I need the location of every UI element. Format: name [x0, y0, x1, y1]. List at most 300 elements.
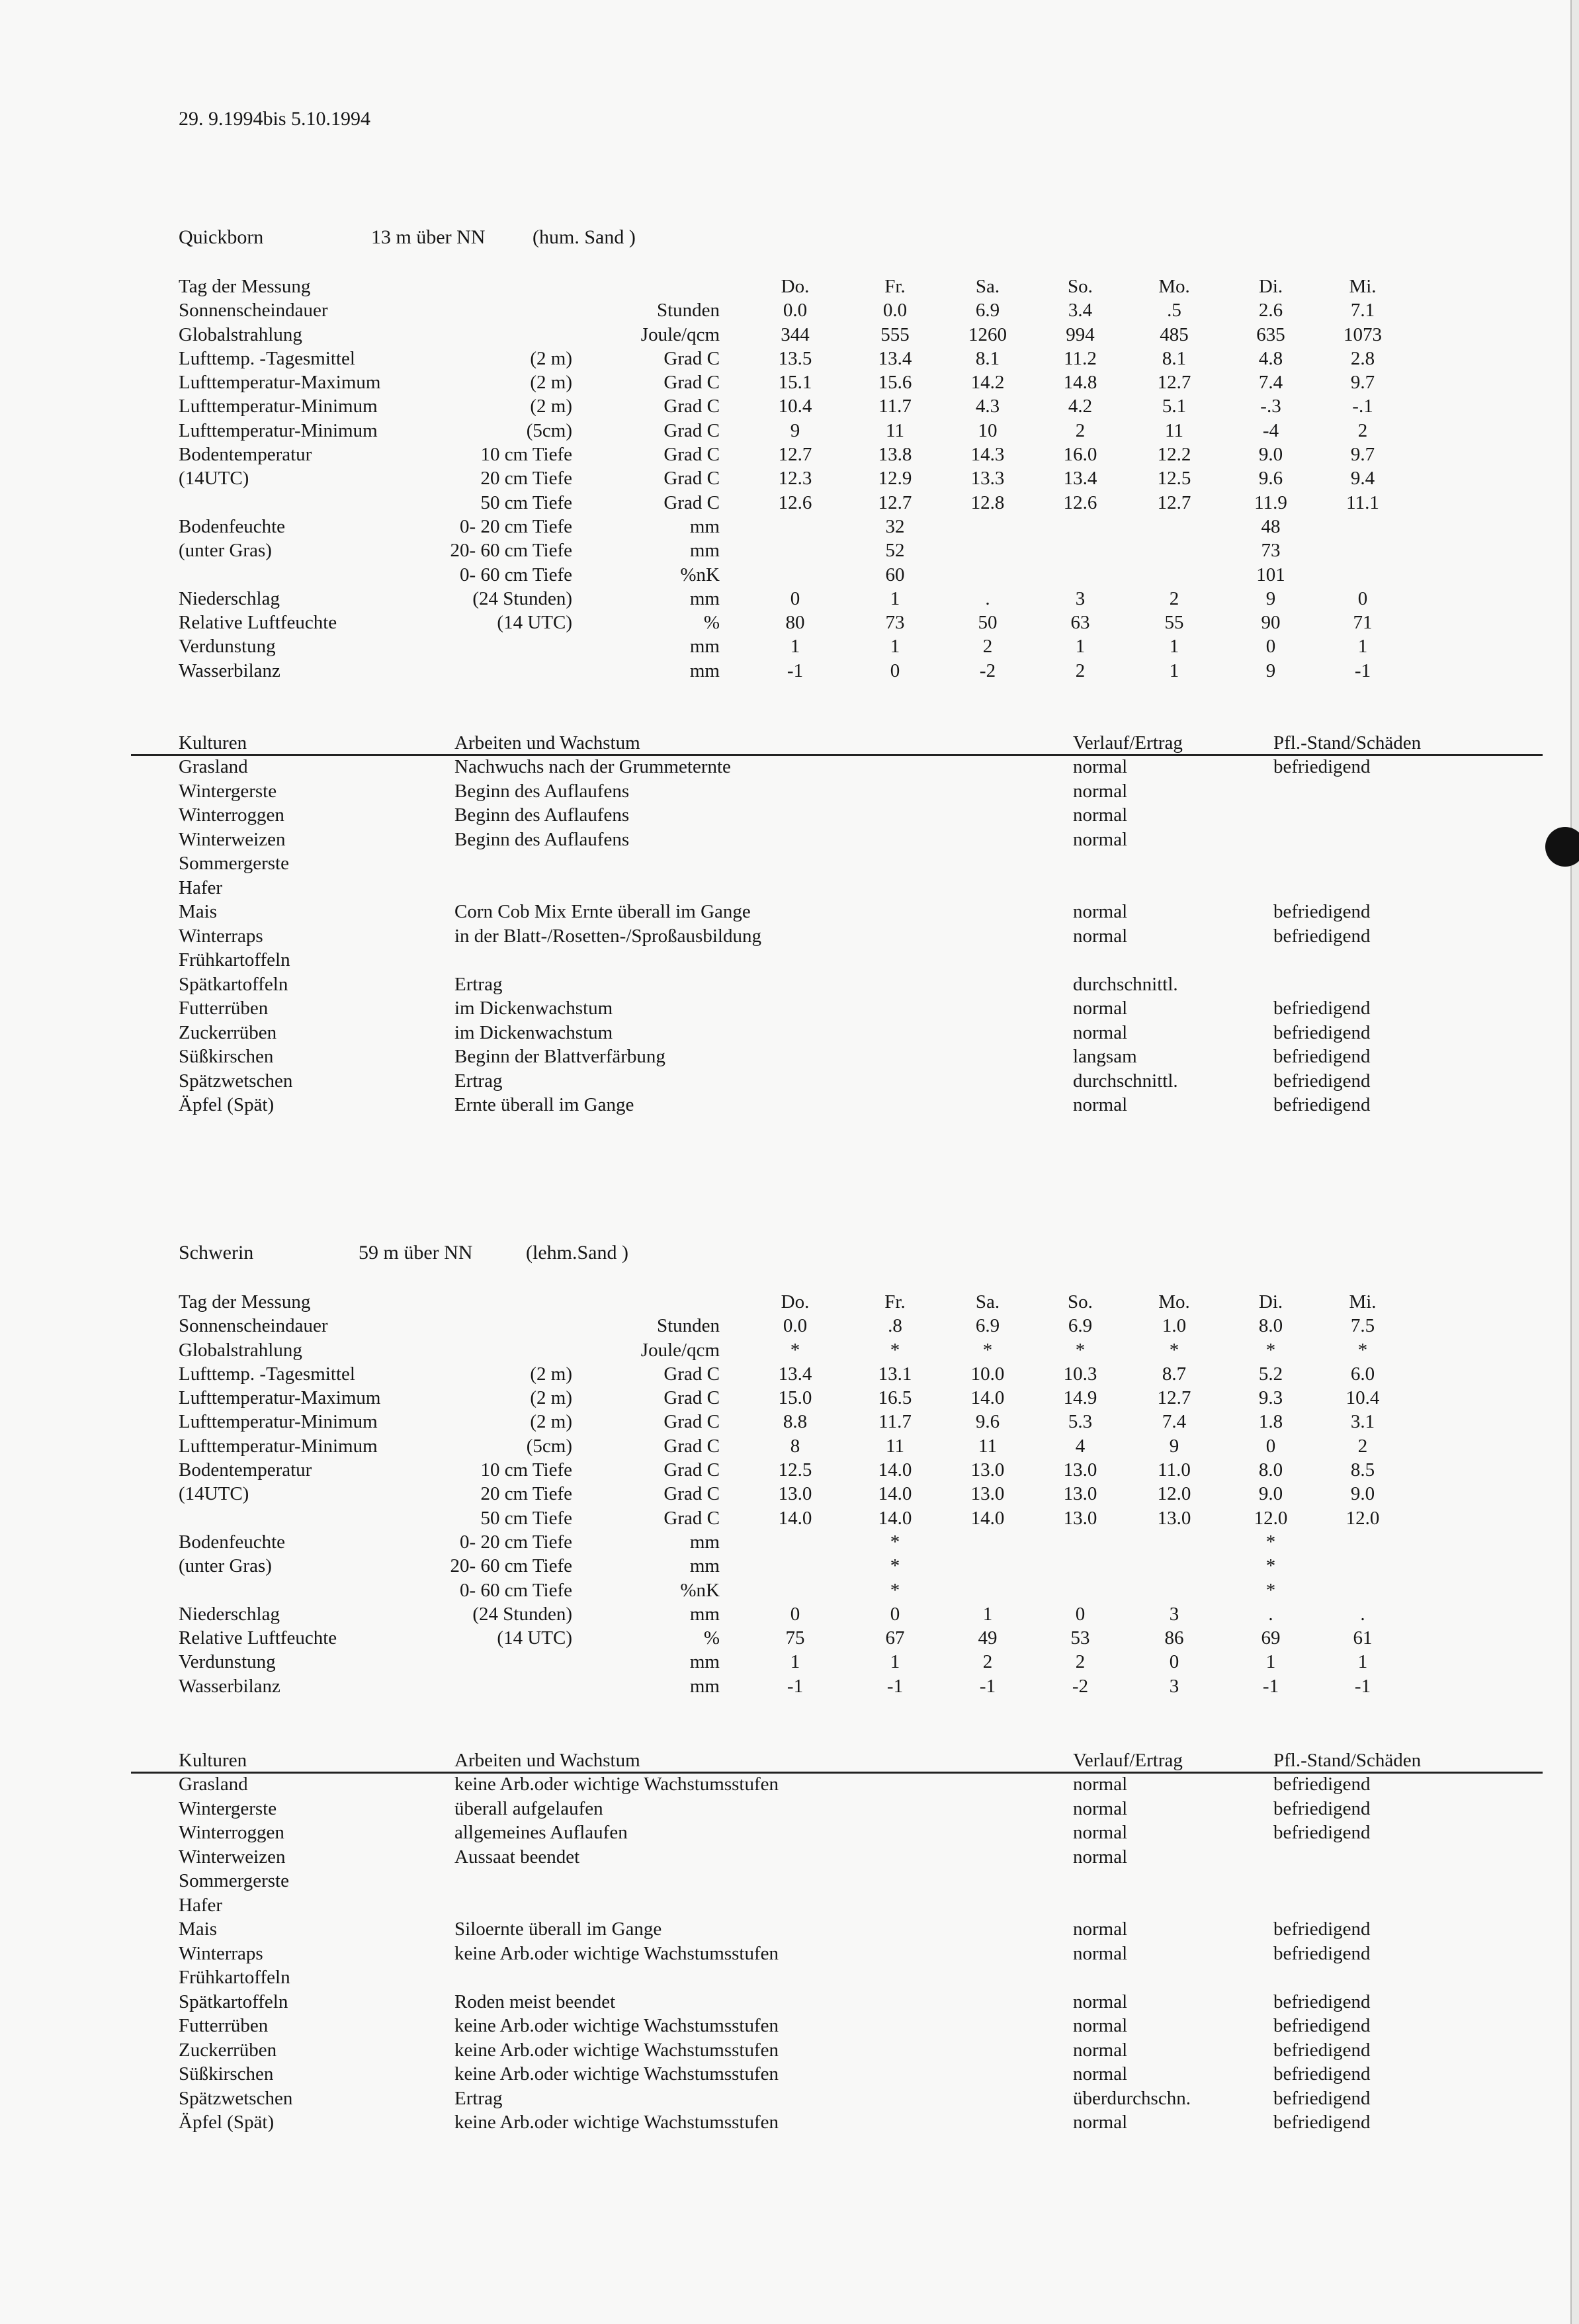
day-value: 0: [1075, 1603, 1086, 1625]
crop-row: [0, 1942, 1570, 1966]
day-value: 2: [1075, 660, 1086, 681]
day-value: 11.7: [878, 1411, 912, 1433]
day-value: 2: [1075, 1651, 1086, 1673]
crop-course: normal: [1073, 828, 1128, 850]
day-value: 9.7: [1350, 444, 1375, 466]
day-value: 10.3: [1063, 1363, 1097, 1385]
day-value: 9: [790, 419, 800, 441]
measurement-row: [0, 1674, 1570, 1698]
crop-course: normal: [1073, 804, 1128, 826]
crop-course: normal: [1073, 2015, 1128, 2036]
crop-state: befriedigend: [1273, 2063, 1371, 2085]
day-value: 5.3: [1068, 1411, 1093, 1433]
day-value: 9.6: [1258, 468, 1283, 490]
day-value: 13.4: [778, 1363, 812, 1385]
day-value: 7.4: [1162, 1411, 1187, 1433]
measurement-row: [0, 634, 1570, 658]
crop-name: Spätkartoffeln: [179, 1991, 288, 2012]
crop-state: befriedigend: [1273, 1046, 1371, 1067]
crop-name: Wintergerste: [179, 780, 277, 802]
day-value: 0: [1357, 587, 1368, 609]
day-value: 11: [886, 419, 904, 441]
measurement-label: Globalstrahlung: [179, 1339, 302, 1361]
weather-table-quickborn: [0, 275, 1570, 683]
weather-table-schwerin: [0, 1290, 1570, 1698]
measurement-label: (14UTC): [179, 1483, 249, 1505]
column-header-work: Arbeiten und Wachstum: [454, 1750, 640, 1771]
day-value: 8.0: [1258, 1459, 1283, 1481]
day-value: 1: [790, 636, 800, 658]
date-range: 29. 9.1994bis 5.10.1994: [179, 108, 371, 130]
crop-name: Mais: [179, 901, 217, 922]
measurement-row: [0, 466, 1570, 490]
measurement-height: (2 m): [530, 347, 572, 369]
crop-name: Grasland: [179, 756, 248, 777]
measurement-row: [0, 1626, 1570, 1650]
day-value: 1: [1265, 1651, 1276, 1673]
crop-row: [0, 1045, 1570, 1069]
measurement-row: [0, 1314, 1570, 1338]
crop-name: Winterweizen: [179, 1846, 286, 1868]
measurement-row: [0, 347, 1570, 370]
station-elevation: 59 m über NN: [359, 1242, 473, 1264]
crop-work: keine Arb.oder wichtige Wachstumsstufen: [454, 2063, 779, 2085]
crop-state: befriedigend: [1273, 2112, 1371, 2133]
day-value: 14.9: [1063, 1387, 1097, 1409]
measurement-label: Lufttemp. -Tagesmittel: [179, 1363, 355, 1385]
crop-state: befriedigend: [1273, 901, 1371, 922]
day-value: 12.5: [1157, 468, 1191, 490]
measurement-unit: mm: [689, 1675, 720, 1697]
day-value: 13.5: [778, 347, 812, 369]
day-value: 32: [885, 515, 905, 537]
measurement-row: [0, 1602, 1570, 1626]
crop-course: normal: [1073, 998, 1128, 1019]
day-value: .: [1268, 1603, 1273, 1625]
day-value: 9.0: [1258, 444, 1283, 466]
crop-work: im Dickenwachstum: [454, 1021, 613, 1043]
crop-name: Hafer: [179, 1894, 223, 1916]
crop-course: normal: [1073, 2112, 1128, 2133]
crop-work: Roden meist beendet: [454, 1991, 616, 2012]
weekday-label: Fr.: [884, 1291, 906, 1313]
day-value: 13.4: [878, 347, 912, 369]
day-value: 8: [790, 1435, 800, 1457]
weekday-label: Mo.: [1158, 1291, 1190, 1313]
measurement-unit: %nK: [680, 564, 720, 585]
crop-name: Futterrüben: [179, 2015, 269, 2036]
measurement-row: [0, 419, 1570, 443]
measurement-height: 50 cm Tiefe: [480, 492, 572, 513]
day-value: 1.8: [1258, 1411, 1283, 1433]
day-value: 2: [1169, 587, 1179, 609]
crop-state: befriedigend: [1273, 1822, 1371, 1843]
measurement-label: Tag der Messung: [179, 1291, 311, 1313]
station-soil: (lehm.Sand ): [526, 1242, 628, 1264]
crop-name: Äpfel (Spät): [179, 2112, 275, 2133]
day-value: 12.7: [1157, 492, 1191, 513]
day-value: *: [1265, 1555, 1276, 1577]
day-value: 12.2: [1157, 444, 1191, 466]
day-value: 12.6: [1063, 492, 1097, 513]
weekday-header-row: [0, 1290, 1570, 1314]
station-name: Quickborn: [179, 226, 264, 248]
day-value: -1: [1262, 1675, 1279, 1697]
measurement-height: 20 cm Tiefe: [480, 1483, 572, 1505]
day-value: 7.1: [1350, 300, 1375, 322]
day-value: -1: [1354, 660, 1371, 681]
day-value: 12.7: [1157, 1387, 1191, 1409]
day-value: 1.0: [1162, 1315, 1187, 1337]
day-value: 14.0: [878, 1459, 912, 1481]
measurement-height: (5cm): [526, 1435, 572, 1457]
day-value: *: [982, 1339, 993, 1361]
measurement-label: Lufttemperatur-Minimum: [179, 419, 378, 441]
crop-work: Nachwuchs nach der Grummeternte: [454, 756, 731, 777]
measurement-label: Lufttemperatur-Maximum: [179, 372, 381, 394]
crop-row: [0, 2038, 1570, 2063]
measurement-unit: mm: [689, 1555, 720, 1577]
day-value: -1: [886, 1675, 904, 1697]
measurement-height: 0- 20 cm Tiefe: [460, 1531, 572, 1553]
day-value: *: [790, 1339, 800, 1361]
day-value: *: [890, 1579, 900, 1601]
day-value: 11.7: [878, 396, 912, 417]
crop-row: [0, 1917, 1570, 1942]
measurement-row: [0, 1458, 1570, 1482]
day-value: 994: [1066, 323, 1095, 345]
day-value: 13.0: [1063, 1507, 1097, 1529]
day-value: 344: [781, 323, 810, 345]
day-value: .5: [1167, 300, 1181, 322]
crop-course: normal: [1073, 925, 1128, 947]
crop-name: Wintergerste: [179, 1797, 277, 1819]
measurement-row: [0, 1434, 1570, 1458]
day-value: 11: [978, 1435, 997, 1457]
day-value: *: [1357, 1339, 1368, 1361]
measurement-height: 20- 60 cm Tiefe: [450, 540, 572, 562]
crop-course: langsam: [1073, 1046, 1137, 1067]
measurement-label: Verdunstung: [179, 1651, 276, 1673]
measurement-label: Wasserbilanz: [179, 660, 280, 681]
crop-state: befriedigend: [1273, 925, 1371, 947]
day-value: 63: [1070, 612, 1090, 634]
crop-course: normal: [1073, 1942, 1128, 1964]
measurement-height: 20 cm Tiefe: [480, 468, 572, 490]
crop-course: normal: [1073, 2063, 1128, 2085]
crop-name: Sommergerste: [179, 853, 289, 874]
crop-table-schwerin: [0, 1748, 1570, 2135]
day-value: 555: [880, 323, 910, 345]
day-value: 11.2: [1064, 347, 1097, 369]
day-value: 0: [1265, 636, 1276, 658]
day-value: 1: [890, 1651, 900, 1673]
measurement-unit: Joule/qcm: [640, 1339, 720, 1361]
crop-work: keine Arb.oder wichtige Wachstumsstufen: [454, 2112, 779, 2133]
day-value: -4: [1262, 419, 1279, 441]
crop-row: [0, 1990, 1570, 2014]
crop-work: allgemeines Auflaufen: [454, 1822, 628, 1843]
crop-course: überdurchschn.: [1073, 2087, 1191, 2109]
day-value: 11.1: [1346, 492, 1379, 513]
day-value: 2.8: [1350, 347, 1375, 369]
measurement-height: (2 m): [530, 372, 572, 394]
measurement-label: Niederschlag: [179, 1603, 280, 1625]
measurement-unit: Grad C: [663, 372, 720, 394]
day-value: 10.4: [778, 396, 812, 417]
measurement-row: [0, 1362, 1570, 1386]
measurement-unit: Grad C: [663, 1363, 720, 1385]
day-value: *: [890, 1555, 900, 1577]
measurement-unit: mm: [689, 1531, 720, 1553]
weekday-label: Mo.: [1158, 276, 1190, 297]
column-header-work: Arbeiten und Wachstum: [454, 732, 640, 753]
measurement-unit: mm: [689, 587, 720, 609]
measurement-unit: %: [703, 1627, 720, 1649]
day-value: 13.0: [1063, 1459, 1097, 1481]
crop-name: Winterraps: [179, 925, 263, 947]
measurement-unit: mm: [689, 540, 720, 562]
measurement-row: [0, 443, 1570, 466]
day-value: 3: [1169, 1675, 1179, 1697]
measurement-height: (2 m): [530, 396, 572, 417]
measurement-unit: Grad C: [663, 1411, 720, 1433]
measurement-unit: Grad C: [663, 1387, 720, 1409]
weekday-label: Mi.: [1349, 276, 1377, 297]
measurement-height: 0- 60 cm Tiefe: [460, 1579, 572, 1601]
day-value: 16.5: [878, 1387, 912, 1409]
measurement-label: (unter Gras): [179, 540, 272, 562]
measurement-label: Wasserbilanz: [179, 1675, 280, 1697]
measurement-label: Globalstrahlung: [179, 323, 302, 345]
measurement-unit: Stunden: [656, 1315, 720, 1337]
crop-name: Spätzwetschen: [179, 2087, 293, 2109]
weekday-label: Sa.: [975, 1291, 1000, 1313]
day-value: 3: [1169, 1603, 1179, 1625]
day-value: 1260: [968, 323, 1007, 345]
day-value: 9.6: [975, 1411, 1000, 1433]
measurement-label: (unter Gras): [179, 1555, 272, 1577]
day-value: 13.3: [970, 468, 1005, 490]
crop-state: befriedigend: [1273, 2039, 1371, 2061]
crop-name: Frühkartoffeln: [179, 1967, 290, 1988]
day-value: 8.0: [1258, 1315, 1283, 1337]
crop-row: [0, 1021, 1570, 1045]
crop-name: Winterroggen: [179, 1822, 284, 1843]
crop-course: normal: [1073, 1021, 1128, 1043]
day-value: 2: [1357, 419, 1368, 441]
day-value: *: [1075, 1339, 1086, 1361]
crop-name: Zuckerrüben: [179, 2039, 277, 2061]
day-value: 5.1: [1162, 396, 1187, 417]
day-value: 0: [790, 587, 800, 609]
day-value: 12.3: [778, 468, 812, 490]
day-value: 0.0: [783, 300, 808, 322]
weekday-label: Fr.: [884, 276, 906, 297]
measurement-row: [0, 611, 1570, 634]
measurement-label: Bodenfeuchte: [179, 1531, 286, 1553]
day-value: 5.2: [1258, 1363, 1283, 1385]
day-value: 71: [1353, 612, 1373, 634]
day-value: 50: [978, 612, 998, 634]
crop-state: befriedigend: [1273, 1797, 1371, 1819]
day-value: -1: [1354, 1675, 1371, 1697]
measurement-label: (14UTC): [179, 468, 249, 490]
crop-state: befriedigend: [1273, 1021, 1371, 1043]
day-value: 0: [890, 660, 900, 681]
crop-work: keine Arb.oder wichtige Wachstumsstufen: [454, 1774, 779, 1795]
measurement-unit: mm: [689, 515, 720, 537]
day-value: 8.1: [975, 347, 1000, 369]
day-value: 8.1: [1162, 347, 1187, 369]
measurement-height: (2 m): [530, 1387, 572, 1409]
day-value: 2.6: [1258, 300, 1283, 322]
crop-row: [0, 900, 1570, 924]
day-value: 13.0: [970, 1459, 1005, 1481]
measurement-unit: Grad C: [663, 492, 720, 513]
crop-work: Corn Cob Mix Ernte überall im Gange: [454, 901, 751, 922]
day-value: -1: [979, 1675, 996, 1697]
measurement-label: Lufttemp. -Tagesmittel: [179, 347, 355, 369]
crop-row: [0, 1845, 1570, 1870]
day-value: 9: [1169, 1435, 1179, 1457]
crop-work: überall aufgelaufen: [454, 1797, 603, 1819]
measurement-height: 0- 20 cm Tiefe: [460, 515, 572, 537]
crop-row: [0, 2087, 1570, 2111]
day-value: 1073: [1344, 323, 1382, 345]
day-value: 48: [1261, 515, 1281, 537]
crop-course: normal: [1073, 1797, 1128, 1819]
day-value: 14.0: [970, 1507, 1005, 1529]
crop-name: Äpfel (Spät): [179, 1094, 275, 1115]
measurement-row: [0, 1554, 1570, 1578]
measurement-row: [0, 563, 1570, 587]
crop-name: Süßkirschen: [179, 2063, 274, 2085]
day-value: 55: [1164, 612, 1184, 634]
crop-name: Winterweizen: [179, 828, 286, 850]
day-value: 9.7: [1350, 372, 1375, 394]
day-value: 15.1: [778, 372, 812, 394]
crop-row: [0, 779, 1570, 804]
crop-name: Frühkartoffeln: [179, 949, 290, 970]
day-value: 14.0: [878, 1483, 912, 1505]
crop-course: durchschnittl.: [1073, 973, 1178, 995]
day-value: 67: [885, 1627, 905, 1649]
measurement-height: 50 cm Tiefe: [480, 1507, 572, 1529]
day-value: 4: [1075, 1435, 1086, 1457]
day-value: 1: [1357, 1651, 1368, 1673]
column-header-crops: Kulturen: [179, 732, 247, 753]
crop-work: keine Arb.oder wichtige Wachstumsstufen: [454, 2015, 779, 2036]
measurement-unit: mm: [689, 1651, 720, 1673]
crop-work: in der Blatt-/Rosetten-/Sproßausbildung: [454, 925, 761, 947]
day-value: 9.0: [1350, 1483, 1375, 1505]
day-value: 90: [1261, 612, 1281, 634]
measurement-unit: mm: [689, 1603, 720, 1625]
crop-table-quickborn: [0, 731, 1570, 1117]
measurement-unit: Grad C: [663, 396, 720, 417]
day-value: 69: [1261, 1627, 1281, 1649]
day-value: 10.0: [970, 1363, 1005, 1385]
day-value: 1: [1169, 660, 1179, 681]
measurement-height: 0- 60 cm Tiefe: [460, 564, 572, 585]
crop-row: [0, 924, 1570, 949]
day-value: 15.0: [778, 1387, 812, 1409]
day-value: 73: [885, 612, 905, 634]
crop-state: befriedigend: [1273, 756, 1371, 777]
station-header-schwerin: [179, 1242, 774, 1268]
crop-row: [0, 1821, 1570, 1845]
day-value: 0: [890, 1603, 900, 1625]
day-value: 13.0: [1157, 1507, 1191, 1529]
day-value: 10: [978, 419, 998, 441]
day-value: 86: [1164, 1627, 1184, 1649]
crop-row: [0, 2062, 1570, 2087]
measurement-label: Bodenfeuchte: [179, 515, 286, 537]
day-value: 8.7: [1162, 1363, 1187, 1385]
measurement-row: [0, 587, 1570, 611]
crop-row: [0, 948, 1570, 972]
day-value: 9.0: [1258, 1483, 1283, 1505]
measurement-label: Sonnenscheindauer: [179, 300, 328, 322]
crop-name: Zuckerrüben: [179, 1021, 277, 1043]
crop-state: befriedigend: [1273, 1991, 1371, 2012]
measurement-height: (5cm): [526, 419, 572, 441]
day-value: 7.4: [1258, 372, 1283, 394]
day-value: 3.1: [1350, 1411, 1375, 1433]
day-value: 61: [1353, 1627, 1373, 1649]
day-value: 2: [982, 1651, 993, 1673]
day-value: 14.0: [970, 1387, 1005, 1409]
crop-row: [0, 1069, 1570, 1094]
day-value: 8.5: [1350, 1459, 1375, 1481]
day-value: 80: [785, 612, 805, 634]
crop-name: Süßkirschen: [179, 1046, 274, 1067]
crop-row: [0, 876, 1570, 900]
day-value: 6.9: [975, 300, 1000, 322]
column-header-crops: Kulturen: [179, 1750, 247, 1771]
station-soil: (hum. Sand ): [533, 226, 636, 248]
crop-course: durchschnittl.: [1073, 1070, 1178, 1092]
measurement-row: [0, 1410, 1570, 1434]
measurement-row: [0, 1338, 1570, 1362]
day-value: 14.0: [878, 1507, 912, 1529]
measurement-unit: mm: [689, 660, 720, 681]
day-value: 12.8: [970, 492, 1005, 513]
measurement-row: [0, 1530, 1570, 1554]
measurement-label: Lufttemperatur-Maximum: [179, 1387, 381, 1409]
crop-work: keine Arb.oder wichtige Wachstumsstufen: [454, 1942, 779, 1964]
day-value: 11: [1165, 419, 1183, 441]
day-value: *: [1265, 1531, 1276, 1553]
crop-course: normal: [1073, 1918, 1128, 1940]
day-value: 12.6: [778, 492, 812, 513]
crop-row: [0, 2110, 1570, 2135]
day-value: 3.4: [1068, 300, 1093, 322]
day-value: 12.7: [878, 492, 912, 513]
crop-row: [0, 1893, 1570, 1918]
measurement-label: Relative Luftfeuchte: [179, 612, 337, 634]
weekday-label: Mi.: [1349, 1291, 1377, 1313]
crop-name: Mais: [179, 1918, 217, 1940]
weekday-header-row: [0, 275, 1570, 298]
day-value: 12.5: [778, 1459, 812, 1481]
measurement-row: [0, 370, 1570, 394]
day-value: 12.7: [778, 444, 812, 466]
crop-row: [0, 972, 1570, 997]
crop-row: [0, 828, 1570, 852]
measurement-label: Bodentemperatur: [179, 1459, 312, 1481]
